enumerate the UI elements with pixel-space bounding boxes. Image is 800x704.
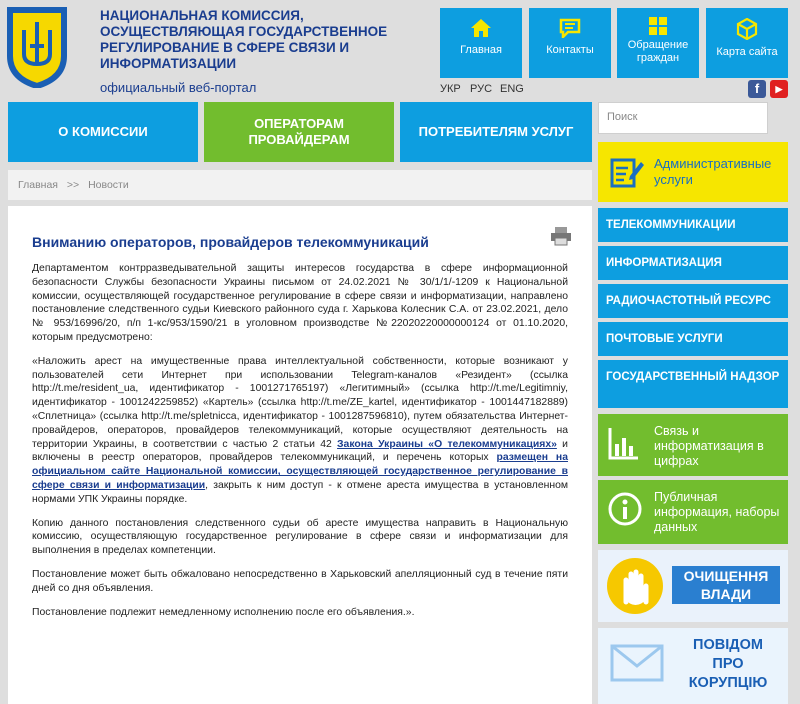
form-edit-icon [610, 154, 644, 188]
admin-services-link[interactable] [598, 142, 788, 202]
breadcrumb-home[interactable]: Главная [18, 179, 58, 191]
report-corruption-text [672, 636, 784, 693]
print-icon[interactable] [550, 226, 572, 246]
bar-chart-icon [608, 426, 640, 460]
sidebar-item-supervision[interactable]: ГОСУДАРСТВЕННЫЙ НАДЗОР [598, 360, 788, 408]
sidebar-item-telecom[interactable]: ТЕЛЕКОММУНИКАЦИИ [598, 208, 788, 242]
article-paragraph: Постановление может быть обжаловано непосредственно в Харьковский апелляционный суд в течение пяти дней со дня объявления. [32, 568, 568, 594]
banner-line: ПОВІДОМ [693, 637, 763, 653]
youtube-icon[interactable]: ▶ [770, 80, 788, 98]
nav-about[interactable]: О КОМИССИИ [8, 102, 198, 162]
home-icon [470, 18, 492, 38]
article-paragraph: Постановление подлежит немедленному исполнению после его объявления.». [32, 606, 415, 618]
site-header [0, 0, 800, 100]
law-link[interactable]: Закона Украины «О телекоммуникациях» [337, 438, 557, 450]
chat-icon [559, 18, 581, 38]
admin-services-label: Административные услуги [654, 156, 772, 187]
lang-eng[interactable]: ENG [500, 83, 524, 95]
tile-sitemap[interactable] [706, 8, 788, 78]
tile-appeals-label: Обращение граждан [627, 39, 689, 64]
article-paragraph: Копию данного постановления следственного судьи об аресте имущества направить в Национальную комиссию, осуществляющую государственное регулирование в сфере связи и информатизации для выполнения в пределах компетенции. [32, 517, 568, 557]
nav-consumers[interactable]: ПОТРЕБИТЕЛЯМ УСЛУГ [400, 102, 592, 162]
search-input[interactable]: Поиск [598, 102, 768, 134]
registry-link[interactable]: размещен на официальном сайте Национальной комиссии, осуществляющей государственное регулирование в сфере связи и информатизации [32, 452, 568, 491]
article-title: Вниманию операторов, провайдеров телекоммуникаций [32, 234, 429, 250]
org-subtitle: официальный веб-портал [100, 80, 257, 95]
tile-home[interactable] [440, 8, 522, 78]
stats-link[interactable] [598, 414, 788, 476]
text-segment: и включены в реестр операторов, провайдеров телекоммуникаций, и перечень которых [32, 438, 568, 464]
stats-label: Связь и информатизация в цифрах [654, 424, 764, 468]
sidebar-item-radio[interactable]: РАДИОЧАСТОТНЫЙ РЕСУРС [598, 284, 788, 318]
coat-of-arms-icon [6, 6, 68, 88]
breadcrumb [8, 170, 592, 200]
text-segment: «Наложить арест на имущественные права интеллектуальной собственности, которые возникают у пользователей сети Интернет при использовании Telegram-каналов «Резидент» (ссылка http://t.me/resident_ua, идентификатор - 1001271765197) «Легитимный» (ссылка http://t.me/Legitimniy, идентификатор - 1001242259852) «Картель» (ссылка http://t.me/ZE_kartel, идентификатор - 1001447182889) «Сплетница» (ссылка http://t.me/spletnicca, идентификатор - 1001287596810), путем обязательства Интернет-провайдеров, операторов, провайдеров телекоммуникаций, которые осуществляют деятельность на территории Украины, в соответствии с частью 2 статьи 42 [32, 355, 568, 450]
hand-stop-icon [606, 556, 664, 616]
report-corruption-banner[interactable] [598, 628, 788, 704]
breadcrumb-separator: >> [66, 179, 80, 191]
sidebar-item-postal[interactable]: ПОЧТОВЫЕ УСЛУГИ [598, 322, 788, 356]
lustration-banner[interactable] [598, 550, 788, 622]
tile-sitemap-label: Карта сайта [716, 46, 778, 58]
lang-ukr[interactable]: УКР [440, 83, 461, 95]
lang-rus[interactable]: РУС [470, 83, 493, 95]
public-info-label: Публичная информация, наборы данных [654, 490, 780, 534]
text-segment: , закрыть к ним доступ - к отмене ареста имущества в установленном нормами УПК Украины порядке. [32, 479, 569, 505]
cube-icon [736, 18, 758, 40]
tile-appeals[interactable] [617, 8, 699, 78]
banner-line: КОРУПЦІЮ [688, 675, 768, 691]
banner-line: ПРО [712, 656, 744, 672]
tile-contacts[interactable] [529, 8, 611, 78]
lustration-text [672, 566, 780, 604]
banner-line: ВЛАДИ [700, 586, 752, 602]
tile-contacts-label: Контакты [546, 44, 594, 56]
org-title: НАЦИОНАЛЬНАЯ КОМИССИЯ, ОСУЩЕСТВЛЯЮЩАЯ ГОСУДАРСТВЕННОЕ РЕГУЛИРОВАНИЕ В СФЕРЕ СВЯЗИ И ИНФОРМАТИЗАЦИИ [100, 8, 388, 71]
article-paragraph: Департаментом контрразведывательной защиты интересов государства в сфере информационной безопасности Службы безопасности Украины письмом от 24.02.2021 № 30/1/1/-1209 к Национальной комиссии, осуществляющей государственное регулирование в сфере связи и информатизации, направлено постановление следственного судьи Киевского районного суда г. Харькова Колесник С.А. от 23.02.2021, дело № 953/16996/20, п/п 1-кс/953/1590/21 в уголовном производстве №22020220000000124 от 01.10.2020, которым предусмотрено: [32, 263, 568, 343]
grid-icon [648, 16, 668, 36]
article [8, 206, 592, 704]
breadcrumb-news[interactable]: Новости [88, 179, 129, 191]
banner-line: ОЧИЩЕННЯ [683, 568, 769, 584]
info-icon [608, 492, 642, 526]
sidebar-item-informatization[interactable]: ИНФОРМАТИЗАЦИЯ [598, 246, 788, 280]
facebook-icon[interactable]: f [748, 80, 766, 98]
envelope-icon [610, 644, 664, 682]
public-info-link[interactable] [598, 480, 788, 544]
tile-home-label: Главная [460, 44, 502, 56]
nav-operators[interactable]: ОПЕРАТОРАМ ПРОВАЙДЕРАМ [204, 102, 394, 162]
article-paragraph-quote [32, 355, 568, 507]
